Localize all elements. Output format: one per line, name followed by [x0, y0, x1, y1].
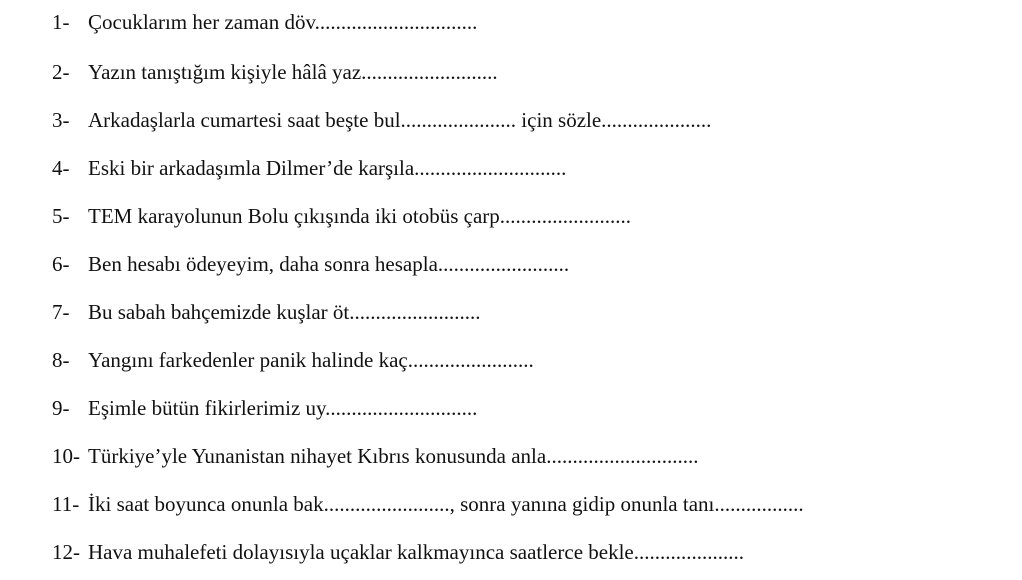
exercise-item-7 — [52, 299, 481, 325]
item-number: 4- — [52, 156, 70, 180]
item-sentence: Eski bir arkadaşımla Dilmer’de karşıla............................. — [88, 156, 567, 180]
item-sentence: Bu sabah bahçemizde kuşlar öt......................... — [88, 300, 481, 324]
exercise-item-6 — [52, 251, 569, 277]
item-sentence: Ben hesabı ödeyeyim, daha sonra hesapla......................... — [88, 252, 570, 276]
exercise-item-11 — [52, 491, 804, 517]
item-number: 5- — [52, 204, 70, 228]
exercise-item-3 — [52, 107, 711, 133]
item-sentence: İki saat boyunca onunla bak........................, sonra yanına gidip onunla tanı................. — [88, 492, 804, 516]
exercise-item-2 — [52, 59, 498, 85]
item-sentence: Yangını farkedenler panik halinde kaç........................ — [88, 348, 534, 372]
exercise-item-9 — [52, 395, 477, 421]
item-number: 9- — [52, 396, 70, 420]
exercise-item-8 — [52, 347, 534, 373]
exercise-item-1 — [52, 9, 477, 35]
item-number: 2- — [52, 60, 70, 84]
item-number: 11- — [52, 492, 80, 516]
item-sentence: TEM karayolunun Bolu çıkışında iki otobüs çarp......................... — [88, 204, 632, 228]
item-sentence: Arkadaşlarla cumartesi saat beşte bul...................... için sözle..................... — [88, 108, 712, 132]
item-sentence: Türkiye’yle Yunanistan nihayet Kıbrıs konusunda anla............................. — [88, 444, 699, 468]
exercise-item-4 — [52, 155, 566, 181]
exercise-item-5 — [52, 203, 631, 229]
item-sentence: Eşimle bütün fikirlerimiz uy............................. — [88, 396, 478, 420]
item-sentence: Hava muhalefeti dolayısıyla uçaklar kalkmayınca saatlerce bekle..................... — [88, 540, 744, 564]
item-number: 7- — [52, 300, 70, 324]
item-number: 3- — [52, 108, 70, 132]
item-number: 10- — [52, 444, 80, 468]
item-number: 1- — [52, 10, 70, 34]
item-number: 8- — [52, 348, 70, 372]
exercise-item-10 — [52, 443, 698, 469]
exercise-item-12 — [52, 539, 744, 565]
item-number: 6- — [52, 252, 70, 276]
item-sentence: Çocuklarım her zaman döv............................... — [88, 10, 478, 34]
item-sentence: Yazın tanıştığım kişiyle hâlâ yaz.......................... — [88, 60, 498, 84]
item-number: 12- — [52, 540, 80, 564]
